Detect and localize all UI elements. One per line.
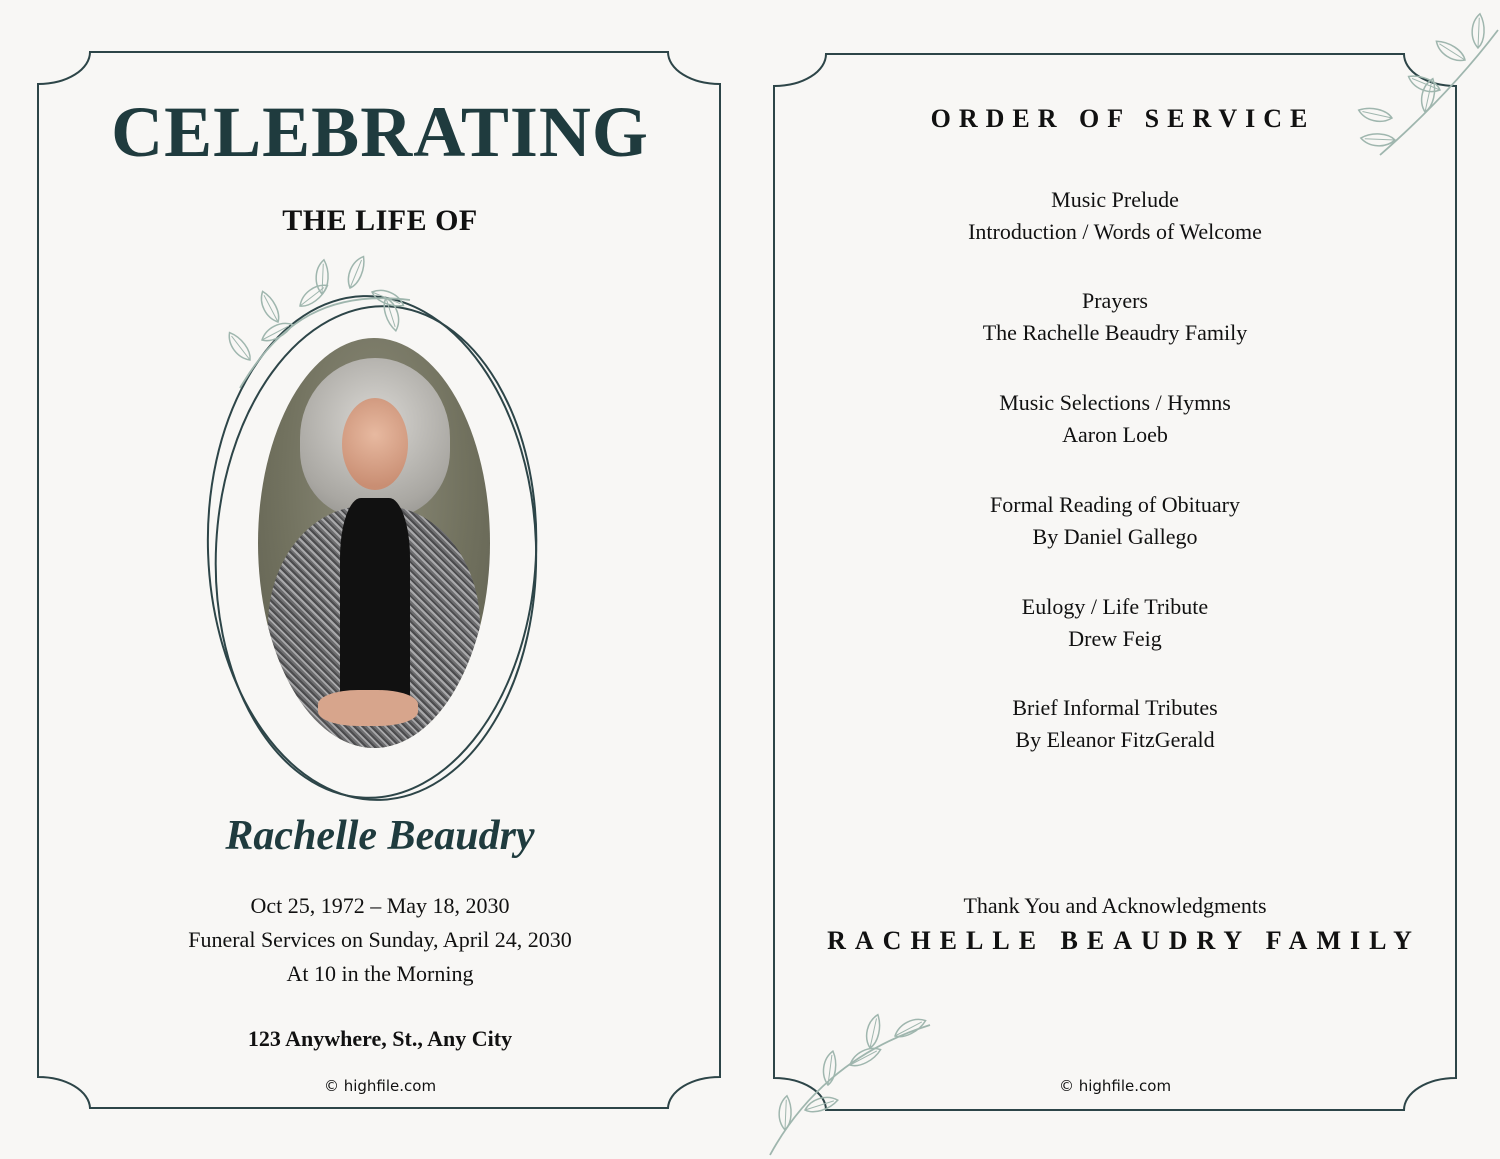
celebrating-heading: CELEBRATING <box>111 92 649 172</box>
copyright-right: © highfile.com <box>1058 1077 1172 1095</box>
service-date: Funeral Services on Sunday, April 24, 2030 <box>188 927 572 952</box>
family-signature: RACHELLE BEAUDRY FAMILY <box>827 926 1421 955</box>
thanks-line: Thank You and Acknowledgments <box>963 893 1267 918</box>
service-item-subtitle: By Daniel Gallego <box>1032 524 1198 549</box>
service-item <box>775 184 1455 248</box>
service-item <box>775 489 1455 553</box>
portrait-shirt <box>340 498 410 698</box>
service-item-title: Prayers <box>1082 288 1148 313</box>
service-item-title: Brief Informal Tributes <box>1012 695 1218 720</box>
life-dates: Oct 25, 1972 – May 18, 2030 <box>250 893 510 918</box>
copyright-left: © highfile.com <box>323 1077 437 1095</box>
service-item <box>775 591 1455 655</box>
portrait-face <box>342 398 408 490</box>
service-item <box>775 285 1455 349</box>
life-of-subheading: THE LIFE OF <box>282 204 478 237</box>
service-item-subtitle: Aaron Loeb <box>1062 422 1168 447</box>
order-of-service-title: ORDER OF SERVICE <box>930 104 1316 133</box>
service-time: At 10 in the Morning <box>286 961 474 986</box>
service-item <box>775 692 1455 756</box>
service-item-title: Formal Reading of Obituary <box>990 492 1240 517</box>
service-item-title: Music Selections / Hymns <box>999 390 1231 415</box>
service-item-subtitle: The Rachelle Beaudry Family <box>982 320 1248 345</box>
portrait-hands <box>318 690 418 726</box>
service-item-subtitle: Drew Feig <box>1068 626 1162 651</box>
service-item-subtitle: By Eleanor FitzGerald <box>1015 727 1215 752</box>
service-item-title: Eulogy / Life Tribute <box>1021 594 1209 619</box>
deceased-name: Rachelle Beaudry <box>225 813 535 859</box>
service-item <box>775 387 1455 451</box>
service-item-subtitle: Introduction / Words of Welcome <box>968 219 1262 244</box>
service-address: 123 Anywhere, St., Any City <box>247 1026 513 1051</box>
portrait-photo <box>258 338 490 748</box>
service-item-title: Music Prelude <box>1051 187 1179 212</box>
